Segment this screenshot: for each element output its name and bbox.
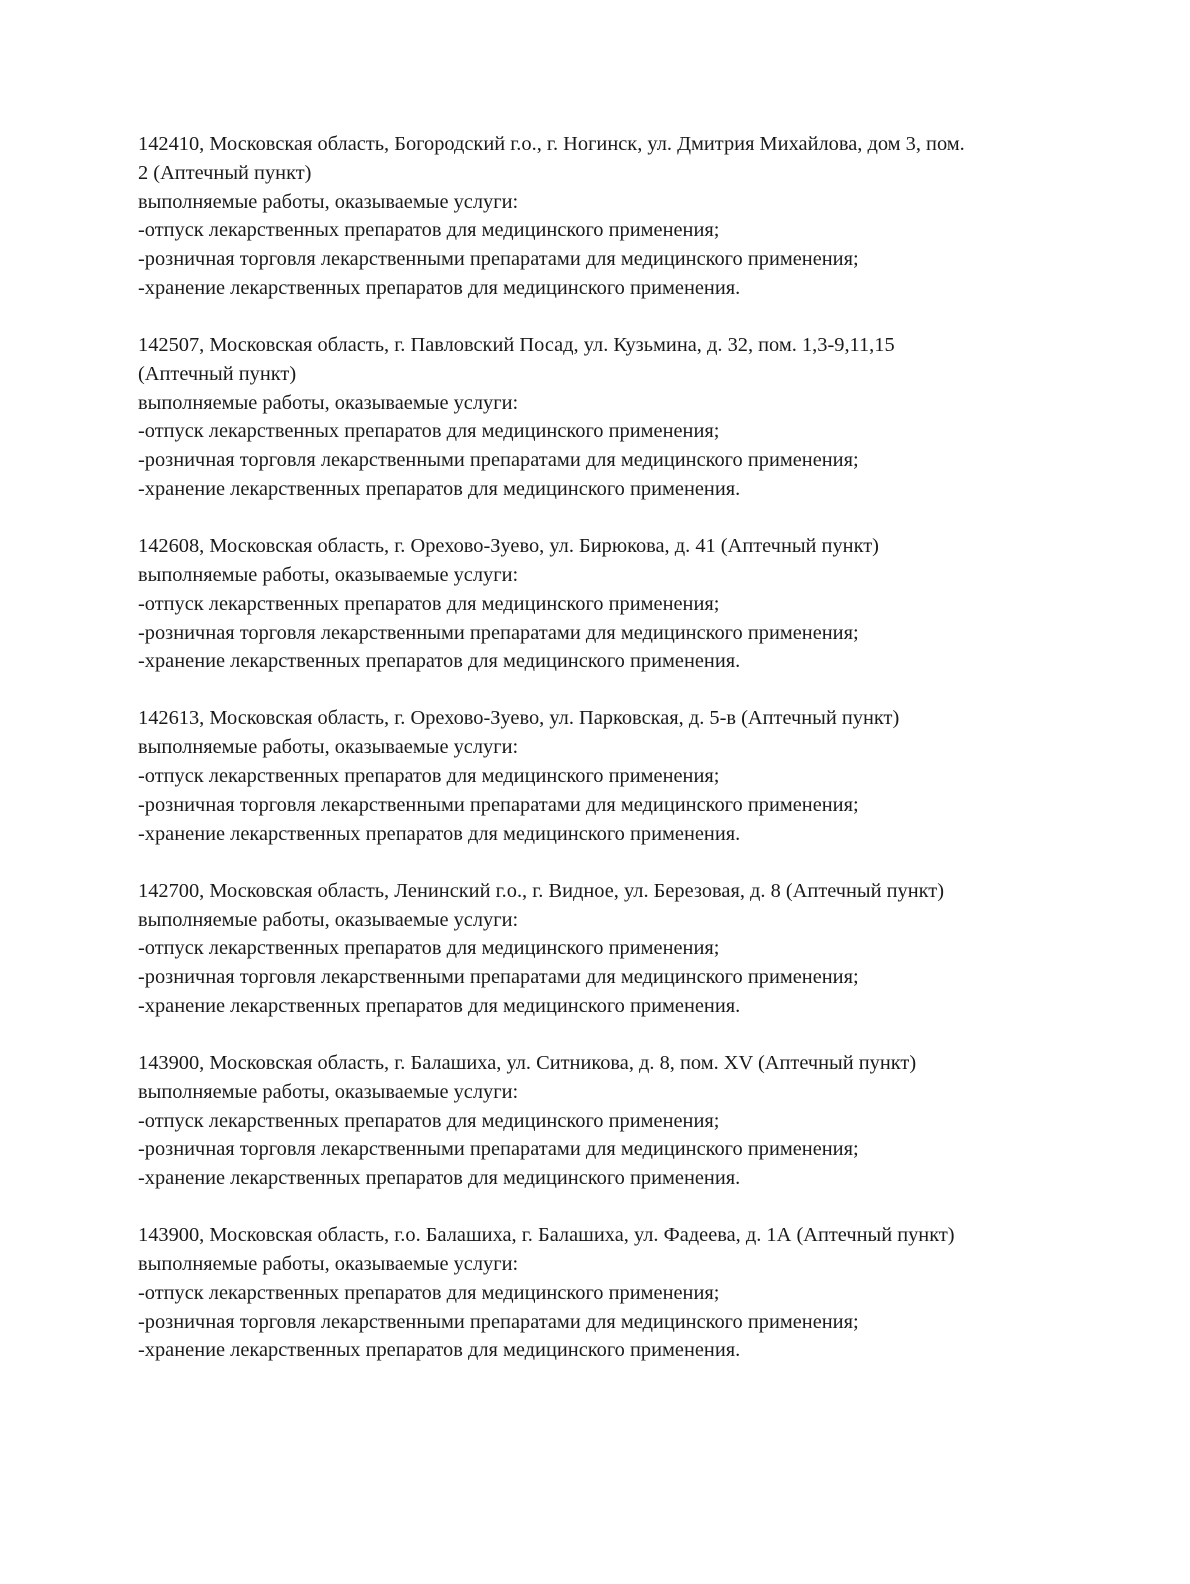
service-item: -розничная торговля лекарственными препаратами для медицинского применения; <box>138 793 859 816</box>
address-line: 143900, Московская область, г. Балашиха, ул. Ситникова, д. 8, пом. XV (Аптечный пункт) <box>138 1052 917 1074</box>
service-item: -розничная торговля лекарственными препаратами для медицинского применения; <box>138 966 859 989</box>
service-item: -хранение лекарственных препаратов для медицинского применения. <box>138 1339 741 1362</box>
services-heading: выполняемые работы, оказываемые услуги: <box>138 736 519 759</box>
pharmacy-entry <box>138 331 1128 504</box>
service-item: -хранение лекарственных препаратов для медицинского применения. <box>138 650 741 673</box>
services-heading: выполняемые работы, оказываемые услуги: <box>138 190 519 213</box>
services-heading: выполняемые работы, оказываемые услуги: <box>138 908 519 931</box>
service-item: -отпуск лекарственных препаратов для медицинского применения; <box>138 765 720 788</box>
pharmacy-entry <box>138 532 1128 676</box>
pharmacy-entry <box>138 130 1128 303</box>
address-line: 142608, Московская область, г. Орехово-Зуево, ул. Бирюкова, д. 41 (Аптечный пункт) <box>138 535 879 558</box>
pharmacy-entry <box>138 704 1128 848</box>
service-item: -хранение лекарственных препаратов для медицинского применения. <box>138 478 741 501</box>
services-heading: выполняемые работы, оказываемые услуги: <box>138 391 519 414</box>
service-item: -розничная торговля лекарственными препаратами для медицинского применения; <box>138 248 859 271</box>
address-line: 143900, Московская область, г.о. Балашиха, г. Балашиха, ул. Фадеева, д. 1А (Аптечный пункт) <box>138 1224 955 1247</box>
pharmacy-entry <box>138 1221 1128 1365</box>
service-item: -отпуск лекарственных препаратов для медицинского применения; <box>138 1281 720 1304</box>
service-item: -отпуск лекарственных препаратов для медицинского применения; <box>138 937 720 960</box>
address-line: 142410, Московская область, Богородский г.о., г. Ногинск, ул. Дмитрия Михайлова, дом 3, пом. <box>138 133 965 155</box>
address-line: (Аптечный пункт) <box>138 362 297 385</box>
service-item: -розничная торговля лекарственными препаратами для медицинского применения; <box>138 1310 859 1333</box>
pharmacy-entry <box>138 877 1128 1021</box>
service-item: -отпуск лекарственных препаратов для медицинского применения; <box>138 219 720 242</box>
pharmacy-entry <box>138 1049 1128 1193</box>
service-item: -отпуск лекарственных препаратов для медицинского применения; <box>138 592 720 615</box>
service-item: -розничная торговля лекарственными препаратами для медицинского применения; <box>138 449 859 472</box>
address-line: 2 (Аптечный пункт) <box>138 161 312 184</box>
services-heading: выполняемые работы, оказываемые услуги: <box>138 1253 519 1276</box>
document-body <box>138 130 1128 1394</box>
service-item: -отпуск лекарственных препаратов для медицинского применения; <box>138 1109 720 1132</box>
services-heading: выполняемые работы, оказываемые услуги: <box>138 563 519 586</box>
address-line: 142507, Московская область, г. Павловский Посад, ул. Кузьмина, д. 32, пом. 1,3-9,11,15 <box>138 334 895 357</box>
services-heading: выполняемые работы, оказываемые услуги: <box>138 1080 519 1103</box>
service-item: -хранение лекарственных препаратов для медицинского применения. <box>138 276 741 299</box>
address-line: 142700, Московская область, Ленинский г.о., г. Видное, ул. Березовая, д. 8 (Аптечный пункт) <box>138 879 945 902</box>
service-item: -хранение лекарственных препаратов для медицинского применения. <box>138 822 741 845</box>
service-item: -отпуск лекарственных препаратов для медицинского применения; <box>138 420 720 443</box>
service-item: -хранение лекарственных препаратов для медицинского применения. <box>138 1167 741 1190</box>
service-item: -розничная торговля лекарственными препаратами для медицинского применения; <box>138 621 859 644</box>
service-item: -хранение лекарственных препаратов для медицинского применения. <box>138 994 741 1017</box>
service-item: -розничная торговля лекарственными препаратами для медицинского применения; <box>138 1138 859 1161</box>
address-line: 142613, Московская область, г. Орехово-Зуево, ул. Парковская, д. 5-в (Аптечный пункт) <box>138 707 900 730</box>
